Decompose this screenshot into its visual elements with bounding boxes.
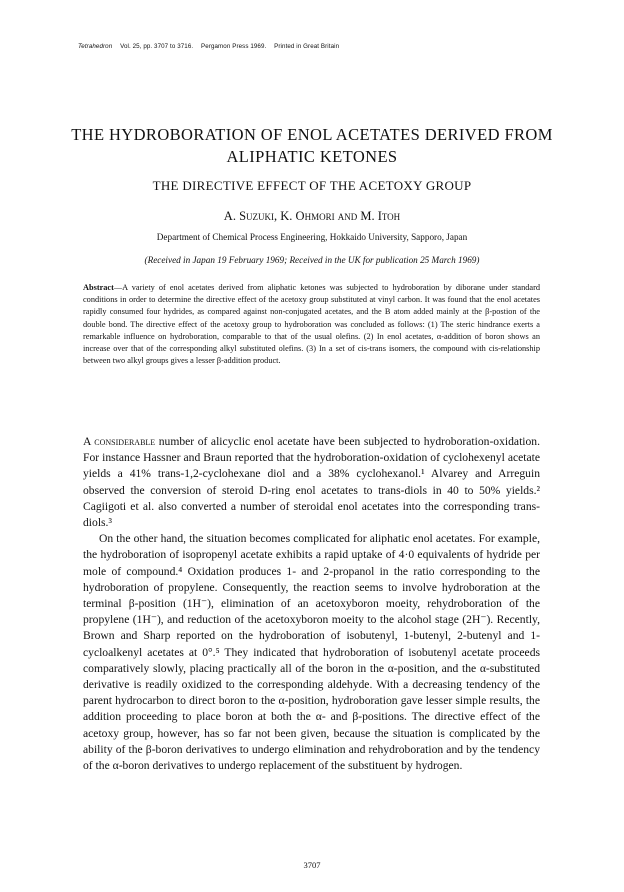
running-head xyxy=(78,43,345,50)
printed-info: Printed in Great Britain xyxy=(274,43,340,50)
body-text xyxy=(83,434,540,774)
paper-title: THE HYDROBORATION OF ENOL ACETATES DERIVED FROM ALIPHATIC KETONES xyxy=(71,125,553,166)
journal-name: Tetrahedron xyxy=(78,43,113,50)
received-dates: (Received in Japan 19 February 1969; Received in the UK for publication 25 March 1969) xyxy=(144,255,480,265)
paragraph-1 xyxy=(83,434,540,531)
publisher-info: Pergamon Press 1969. xyxy=(201,43,267,50)
paper-subtitle: THE DIRECTIVE EFFECT OF THE ACETOXY GROUP xyxy=(152,178,472,193)
paragraph-2: On the other hand, the situation becomes complicated for aliphatic enol acetates. For example, the hydroboration of isopropenyl acetate exhibits a rapid uptake of 4·0 equivalents of hydride per mole of compound.⁴ Oxidation produces 1- and 2-propanol in the ratio corresponding to the hydroboration of propylene. Consequently, the reaction seems to involve hydroboration at the terminal β-position (1H⁻), elimination of an acetoxyboron moeity, rehydroboration of the propylene (1H⁻), and reduction of the acetoxyboron moeity to the alcohol stage (2H⁻). Recently, Brown and Sharp reported on the hydroboration of isobutenyl, 1-butenyl, 2-butenyl and 1-cycloalkenyl acetates at 0°.⁵ They indicated that hydroboration of isobutenyl acetate proceeds comparatively slowly, placing practically all of the boron in the α-position, and the α-substituted derivative is readily oxidized to the corresponding aldehyde. With a decreasing tendency of the parent hydrocarbon to direct boron to the α-position, hydroboration gave lesser simple results, the addition proceeding to place boron at both the α- and β-positions. The directive effect of the acetoxy group, however, has so far not been given, because the situation is complicated by the ability of the β-boron derivatives to undergo elimination and rehydroboration and by the tendency of the α-boron derivatives to undergo replacement of the substituent by hydrogen. xyxy=(83,532,540,773)
paragraph-1-text: number of alicyclic enol acetate have been subjected to hydroboration-oxidation. For instance Hassner and Braun reported that the hydroboration-oxidation of cyclohexenyl acetate yields a 41% trans-1,2-cyclohexane diol and a 38% cyclohexanol.¹ Alvarey and Arreguin observed the conversion of steroid D-ring enol acetates to trans-diols in 40 to 50% yields.² Cagiigoti et al. also converted a number of steroidal enol acetates into the corresponding trans-diols.³ xyxy=(83,435,540,530)
page-number: 3707 xyxy=(303,860,321,870)
abstract-text: —A variety of enol acetates derived from aliphatic ketones was subjected to hydroboration by diborane under standard conditions in order to determine the directive effect of the acetoxy group substituted at vinyl carbon. It was found that the enol acetates rapidly consumed four hydrides, as compared against non-conjugated acetates, and the B atom added mainly at the β-postion of the double bond. The directive effect of the acetoxy group to hydroboration was concluded as follows: (1) The steric hindrance exerts a remarkable influence on hydroboration, comparable to that of the usual olefins. (2) In enol acetates, α-addition of boron shows an increase over that of the corresponding alkyl substituted olefins. (3) In a set of cis-trans isomers, the compound with cis-relationship between two alkyl groups gives a lesser β-addition product. xyxy=(83,283,540,366)
lead-in: A considerable xyxy=(83,435,156,448)
volume-info: Vol. 25, pp. 3707 to 3716. xyxy=(120,43,194,50)
affiliation: Department of Chemical Process Engineering, Hokkaido University, Sapporo, Japan xyxy=(156,232,468,242)
authors: A. Suzuki, K. Ohmori and M. Itoh xyxy=(223,209,401,223)
abstract-label: Abstract xyxy=(83,283,114,292)
abstract xyxy=(83,282,540,367)
